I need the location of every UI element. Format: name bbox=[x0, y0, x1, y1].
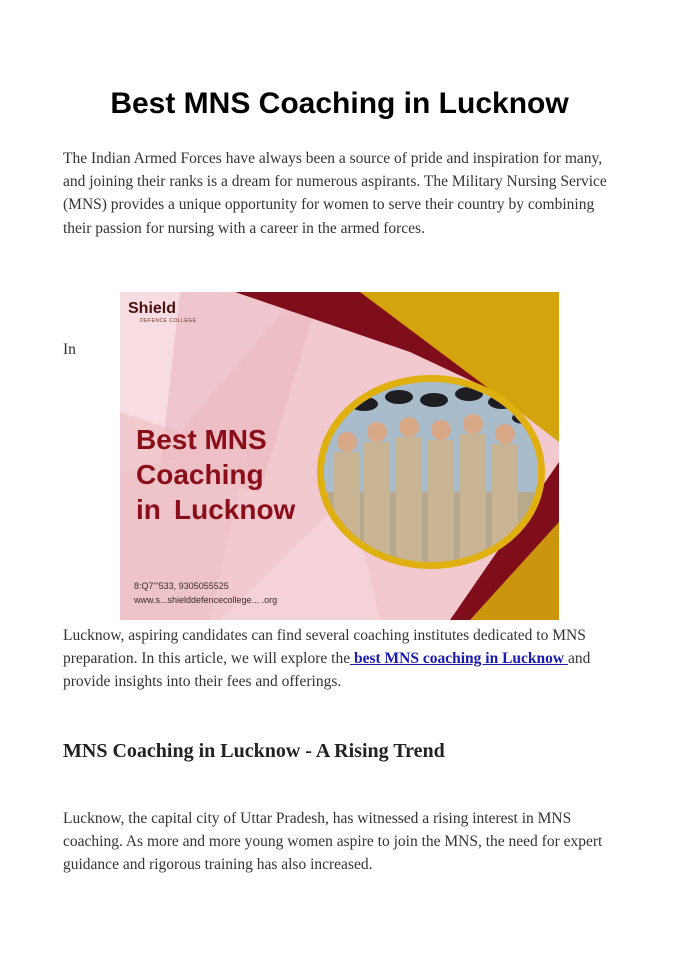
banner-heading-line2: Coaching bbox=[136, 459, 264, 490]
paragraph-rising-trend: Lucknow, the capital city of Uttar Pradesh, has witnessed a rising interest in MNS coaching. As more and more young women aspire to join the MNS, the need for expert guidance and rigorous training has also increased. bbox=[63, 810, 603, 874]
nurses-photo bbox=[317, 375, 545, 569]
banner-contact-phone: 8:Q7'''533, 9305055525 bbox=[134, 581, 229, 591]
in-word-text: In bbox=[63, 341, 76, 358]
paragraph-coaching-intro bbox=[63, 624, 618, 694]
banner-heading-in: in bbox=[136, 494, 161, 525]
banner-heading-lucknow: Lucknow bbox=[174, 494, 296, 525]
best-mns-coaching-link[interactable]: best MNS coaching in Lucknow bbox=[350, 650, 568, 668]
shield-logo-subtitle: DEFENCE COLLEGE bbox=[140, 318, 197, 324]
paragraph-coaching-intro-text: Lucknow, aspiring candidates can find several coaching institutes dedicated to MNS preparation. In this article, we will explore the bbox=[63, 627, 586, 668]
banner-heading-line1: Best MNS bbox=[136, 424, 267, 455]
nurses-illustration bbox=[324, 382, 538, 562]
page-title: Best MNS Coaching in Lucknow bbox=[110, 87, 569, 120]
banner-image bbox=[120, 292, 559, 620]
banner-contact-website: www.s...shielddefencecollege... .org bbox=[134, 595, 278, 605]
banner-heading bbox=[136, 422, 295, 527]
shield-logo: Shield bbox=[128, 300, 177, 317]
section-heading: MNS Coaching in Lucknow - A Rising Trend bbox=[63, 740, 445, 762]
intro-paragraph: The Indian Armed Forces have always been a source of pride and inspiration for many, and joining their ranks is a dream for numerous aspirants. The Military Nursing Service (MNS) provides a unique opportunity for women to serve their country by combining their passion for nursing with a career in the armed forces. bbox=[63, 150, 607, 237]
banner-heading-line3 bbox=[136, 492, 295, 527]
paragraph-coaching-intro-tail: and provide insights into their fees and offerings. bbox=[63, 650, 591, 691]
banner-contact bbox=[134, 579, 277, 607]
